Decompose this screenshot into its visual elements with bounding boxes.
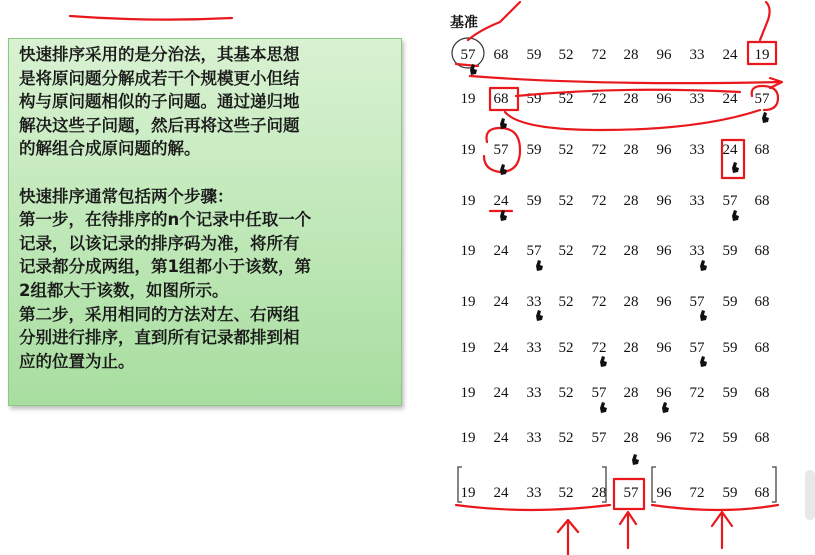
pointer-mark-icon (732, 162, 739, 173)
sort-value: 68 (754, 340, 770, 356)
sort-value: 72 (689, 485, 705, 501)
sort-value: 19 (460, 430, 476, 446)
sort-value: 28 (623, 385, 639, 401)
sort-value: 19 (460, 91, 476, 107)
sort-value: 57 (623, 485, 639, 501)
sort-value: 52 (558, 430, 574, 446)
sort-value: 33 (526, 385, 542, 401)
sort-value: 57 (591, 385, 607, 401)
sort-value: 28 (623, 430, 639, 446)
sort-value: 68 (754, 430, 770, 446)
swap-arrow-top-right (760, 2, 770, 40)
sort-value: 33 (526, 294, 542, 310)
sort-step-row (0, 44, 815, 66)
sort-value: 68 (754, 485, 770, 501)
sort-value: 24 (722, 47, 738, 63)
paragraph-gap (19, 161, 393, 185)
sort-value: 24 (493, 485, 509, 501)
sort-value: 57 (689, 294, 705, 310)
sort-value: 72 (689, 430, 705, 446)
bracket-right-group (652, 505, 778, 510)
description-paragraph-1: 快速排序采用的是分治法，其基本思想 是将原问题分解成若干个规模更小但结 构与原问题相似的子问题。通过递归地 解决这些子问题，然后再将这些子问题 的解组合成原问题的解。 (19, 45, 300, 159)
sort-value: 96 (656, 243, 672, 259)
sort-value: 33 (689, 193, 705, 209)
sort-step-row (0, 139, 815, 161)
pointer-mark-icon (632, 454, 639, 465)
sort-value: 59 (526, 142, 542, 158)
sort-value: 96 (656, 47, 672, 63)
pointer-mark-icon (500, 164, 507, 175)
sort-value: 28 (623, 193, 639, 209)
sort-value: 28 (623, 340, 639, 356)
sort-value: 33 (526, 485, 542, 501)
sort-value: 72 (591, 142, 607, 158)
sort-value: 19 (460, 485, 476, 501)
sort-value: 28 (591, 485, 607, 501)
sort-value: 57 (722, 193, 738, 209)
sort-value: 96 (656, 430, 672, 446)
sort-value: 33 (526, 340, 542, 356)
sort-value: 96 (656, 91, 672, 107)
sort-value: 68 (754, 294, 770, 310)
sort-value: 28 (623, 294, 639, 310)
pointer-mark-icon (500, 118, 507, 129)
sort-step-row (0, 88, 815, 110)
sort-value: 68 (754, 243, 770, 259)
sort-value: 57 (689, 340, 705, 356)
sort-value: 52 (558, 142, 574, 158)
sort-step-row (0, 240, 815, 262)
sort-value: 72 (591, 47, 607, 63)
sort-value: 33 (689, 47, 705, 63)
description-paragraph-2: 快速排序通常包括两个步骤： 第一步，在待排序的n个记录中任取一个 记录，以该记录的排序码为准，将所有 记录都分成两组，第1组都小于该数，第 2组都大于该数，如图所示。 第二步，采用相同的方法对左、右两组 分别进行排序，直到所有记录都排到相 应的位置为止。 (19, 186, 312, 371)
sort-value: 52 (558, 340, 574, 356)
sort-value: 72 (591, 340, 607, 356)
sort-step-row (0, 190, 815, 212)
sort-value: 52 (558, 193, 574, 209)
sort-step-row (0, 482, 815, 504)
sort-value: 57 (460, 47, 476, 63)
sort-value: 24 (493, 430, 509, 446)
up-arrow-right (712, 512, 732, 548)
sort-value: 57 (591, 430, 607, 446)
sort-value: 33 (689, 91, 705, 107)
sort-value: 72 (591, 193, 607, 209)
sort-value: 96 (656, 385, 672, 401)
sort-value: 28 (623, 91, 639, 107)
sort-value: 52 (558, 243, 574, 259)
sort-value: 68 (493, 47, 509, 63)
sort-value: 68 (754, 142, 770, 158)
pointer-mark-icon (762, 112, 769, 123)
sort-value: 52 (558, 485, 574, 501)
sort-value: 52 (558, 385, 574, 401)
sort-value: 19 (460, 142, 476, 158)
underline-top-stroke (70, 16, 232, 20)
sort-value: 33 (689, 243, 705, 259)
sort-value: 24 (493, 294, 509, 310)
sort-value: 28 (623, 47, 639, 63)
sort-value: 52 (558, 47, 574, 63)
sort-value: 96 (656, 340, 672, 356)
up-arrow-middle (620, 512, 636, 548)
sort-value: 33 (689, 142, 705, 158)
sort-value: 19 (460, 340, 476, 356)
sort-value: 68 (754, 193, 770, 209)
sort-value: 59 (722, 243, 738, 259)
sort-value: 59 (722, 294, 738, 310)
pivot-label: 基准 (450, 15, 478, 31)
sort-value: 24 (722, 142, 738, 158)
sort-value: 19 (754, 47, 770, 63)
up-arrow-left (558, 520, 578, 555)
scroll-handle[interactable] (805, 470, 815, 520)
swap-line-row1 (470, 76, 780, 83)
sort-value: 19 (460, 294, 476, 310)
sort-value: 96 (656, 294, 672, 310)
bracket-left-group (456, 505, 610, 510)
sort-value: 52 (558, 91, 574, 107)
sort-value: 24 (722, 91, 738, 107)
sort-value: 59 (526, 193, 542, 209)
sort-value: 28 (623, 243, 639, 259)
sort-value: 57 (493, 142, 509, 158)
sort-value: 57 (754, 91, 770, 107)
sort-step-row (0, 337, 815, 359)
sort-value: 24 (493, 385, 509, 401)
sort-step-row (0, 382, 815, 404)
sort-value: 19 (460, 385, 476, 401)
sort-step-row (0, 427, 815, 449)
sort-value: 59 (526, 47, 542, 63)
sort-value: 19 (460, 193, 476, 209)
sort-value: 72 (689, 385, 705, 401)
sort-value: 72 (591, 294, 607, 310)
sort-value: 59 (722, 485, 738, 501)
sort-value: 24 (493, 340, 509, 356)
swap-line-row2 (505, 110, 760, 130)
sort-value: 96 (656, 193, 672, 209)
sort-value: 96 (656, 142, 672, 158)
sort-value: 59 (526, 91, 542, 107)
sort-value: 59 (722, 340, 738, 356)
sort-value: 28 (623, 142, 639, 158)
sort-value: 24 (493, 193, 509, 209)
sort-value: 24 (493, 243, 509, 259)
sort-value: 59 (722, 385, 738, 401)
sort-value: 68 (754, 385, 770, 401)
sort-value: 33 (526, 430, 542, 446)
sort-value: 68 (493, 91, 509, 107)
sort-value: 52 (558, 294, 574, 310)
sort-step-row (0, 291, 815, 313)
sort-value: 72 (591, 91, 607, 107)
sort-value: 57 (526, 243, 542, 259)
swap-arrow-head-row1 (770, 78, 782, 88)
sort-value: 59 (722, 430, 738, 446)
sort-value: 96 (656, 485, 672, 501)
sort-value: 19 (460, 243, 476, 259)
sort-value: 72 (591, 243, 607, 259)
